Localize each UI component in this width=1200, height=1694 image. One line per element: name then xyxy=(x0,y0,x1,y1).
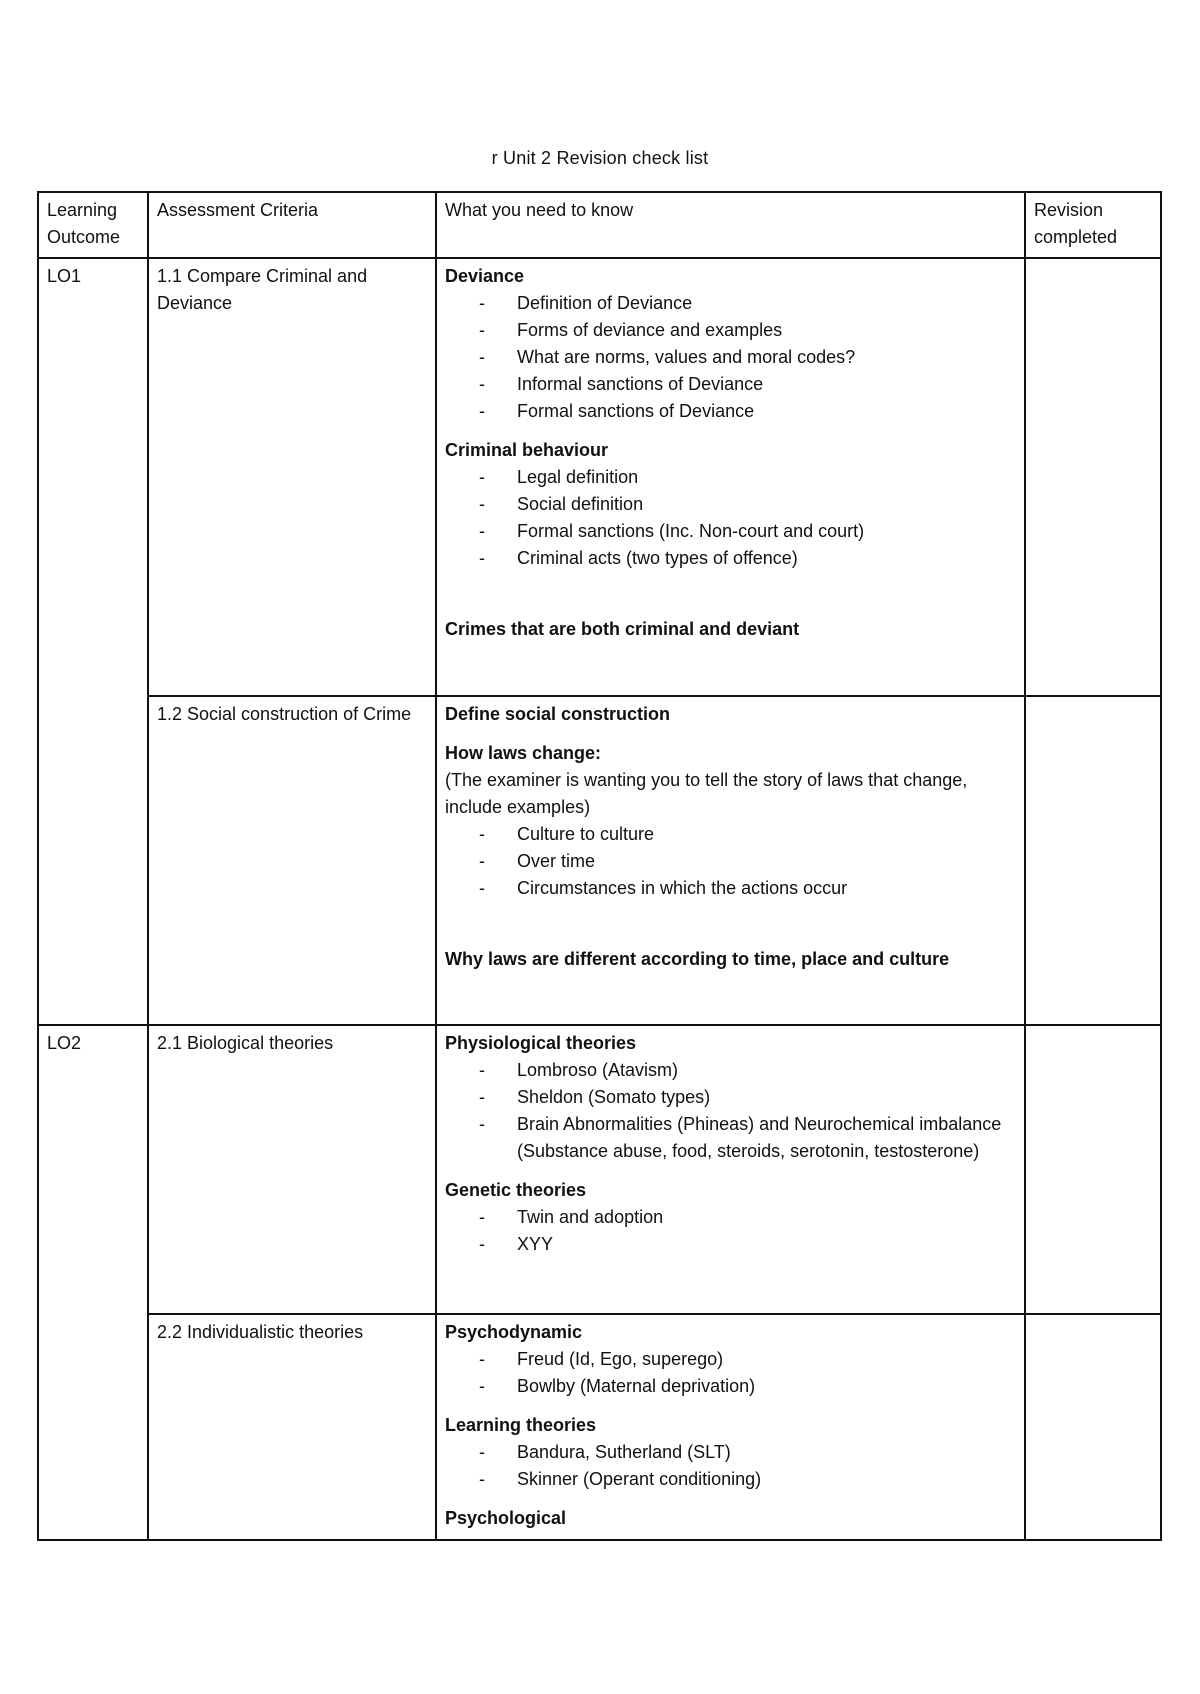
topic-list xyxy=(445,464,1016,572)
content-section xyxy=(445,740,1016,902)
content-cell xyxy=(436,696,1025,1025)
section-heading: Learning theories xyxy=(445,1415,597,1435)
section-heading: Criminal behaviour xyxy=(445,440,609,460)
topic-item: - Legal definition xyxy=(517,464,1016,491)
criteria-cell: 2.1 Biological theories xyxy=(148,1025,436,1314)
table-row xyxy=(38,1314,1161,1540)
content-section xyxy=(445,1177,1016,1258)
topic-item: - Over time xyxy=(517,848,1016,875)
topic-item: - What are norms, values and moral codes? xyxy=(517,344,1016,371)
content-cell xyxy=(436,258,1025,696)
header-learning-outcome: Learning Outcome xyxy=(38,192,148,258)
revision-completed-cell[interactable] xyxy=(1025,1314,1161,1540)
table-header-row xyxy=(38,192,1161,258)
topic-item: - Skinner (Operant conditioning) xyxy=(517,1466,1016,1493)
topic-item: - Sheldon (Somato types) xyxy=(517,1084,1016,1111)
topic-item: - Freud (Id, Ego, superego) xyxy=(517,1346,1016,1373)
topic-item: - Definition of Deviance xyxy=(517,290,1016,317)
topic-item: - Formal sanctions (Inc. Non-court and court) xyxy=(517,518,1016,545)
section-heading: Psychodynamic xyxy=(445,1322,583,1342)
content-section xyxy=(445,1412,1016,1493)
content-section xyxy=(445,701,1016,728)
topic-item: - Formal sanctions of Deviance xyxy=(517,398,1016,425)
content-section xyxy=(445,616,1016,643)
topic-item: - Bowlby (Maternal deprivation) xyxy=(517,1373,1016,1400)
topic-list xyxy=(445,1346,1016,1400)
topic-list xyxy=(445,1057,1016,1165)
topic-list xyxy=(445,290,1016,425)
topic-item: - Informal sanctions of Deviance xyxy=(517,371,1016,398)
table-row xyxy=(38,696,1161,1025)
revision-completed-cell[interactable] xyxy=(1025,258,1161,696)
section-heading: Crimes that are both criminal and deviant xyxy=(445,619,800,639)
section-heading: Physiological theories xyxy=(445,1033,637,1053)
content-section xyxy=(445,1319,1016,1400)
content-section xyxy=(445,437,1016,572)
table-row xyxy=(38,1025,1161,1314)
header-revision-completed: Revision completed xyxy=(1025,192,1161,258)
topic-item: - Bandura, Sutherland (SLT) xyxy=(517,1439,1016,1466)
topic-item: - Lombroso (Atavism) xyxy=(517,1057,1016,1084)
content-cell xyxy=(436,1314,1025,1540)
topic-item: - Twin and adoption xyxy=(517,1204,1016,1231)
section-heading: Deviance xyxy=(445,266,525,286)
criteria-cell: 1.2 Social construction of Crime xyxy=(148,696,436,1025)
content-section xyxy=(445,946,1016,973)
criteria-cell: 1.1 Compare Criminal and Deviance xyxy=(148,258,436,696)
topic-item: - Circumstances in which the actions occur xyxy=(517,875,1016,902)
topic-list xyxy=(445,1204,1016,1258)
table-row xyxy=(38,258,1161,696)
content-section xyxy=(445,1505,1016,1532)
topic-item: - XYY xyxy=(517,1231,1016,1258)
content-section xyxy=(445,263,1016,425)
section-note: (The examiner is wanting you to tell the story of laws that change, include examples) xyxy=(445,770,968,817)
section-heading: Genetic theories xyxy=(445,1180,587,1200)
document-title: r Unit 2 Revision check list xyxy=(491,148,709,168)
content-section xyxy=(445,1030,1016,1165)
revision-completed-cell[interactable] xyxy=(1025,696,1161,1025)
topic-item: - Criminal acts (two types of offence) xyxy=(517,545,1016,572)
section-heading: Define social construction xyxy=(445,704,671,724)
topic-item: - Forms of deviance and examples xyxy=(517,317,1016,344)
section-heading: Psychological xyxy=(445,1508,567,1528)
topic-list xyxy=(445,821,1016,902)
header-what-you-need-to-know: What you need to know xyxy=(436,192,1025,258)
section-heading: How laws change: xyxy=(445,743,602,763)
revision-completed-cell[interactable] xyxy=(1025,1025,1161,1314)
topic-list xyxy=(445,1439,1016,1493)
revision-checklist-table xyxy=(37,191,1162,1541)
header-assessment-criteria: Assessment Criteria xyxy=(148,192,436,258)
learning-outcome-cell: LO1 xyxy=(38,258,148,696)
topic-item: - Social definition xyxy=(517,491,1016,518)
content-cell xyxy=(436,1025,1025,1314)
topic-item: - Brain Abnormalities (Phineas) and Neurochemical imbalance (Substance abuse, food, steroids, serotonin, testosterone) xyxy=(517,1111,1016,1165)
learning-outcome-cell xyxy=(38,1314,148,1540)
learning-outcome-cell: LO2 xyxy=(38,1025,148,1314)
learning-outcome-cell xyxy=(38,696,148,1025)
section-heading: Why laws are different according to time, place and culture xyxy=(445,949,950,969)
topic-item: - Culture to culture xyxy=(517,821,1016,848)
criteria-cell: 2.2 Individualistic theories xyxy=(148,1314,436,1540)
